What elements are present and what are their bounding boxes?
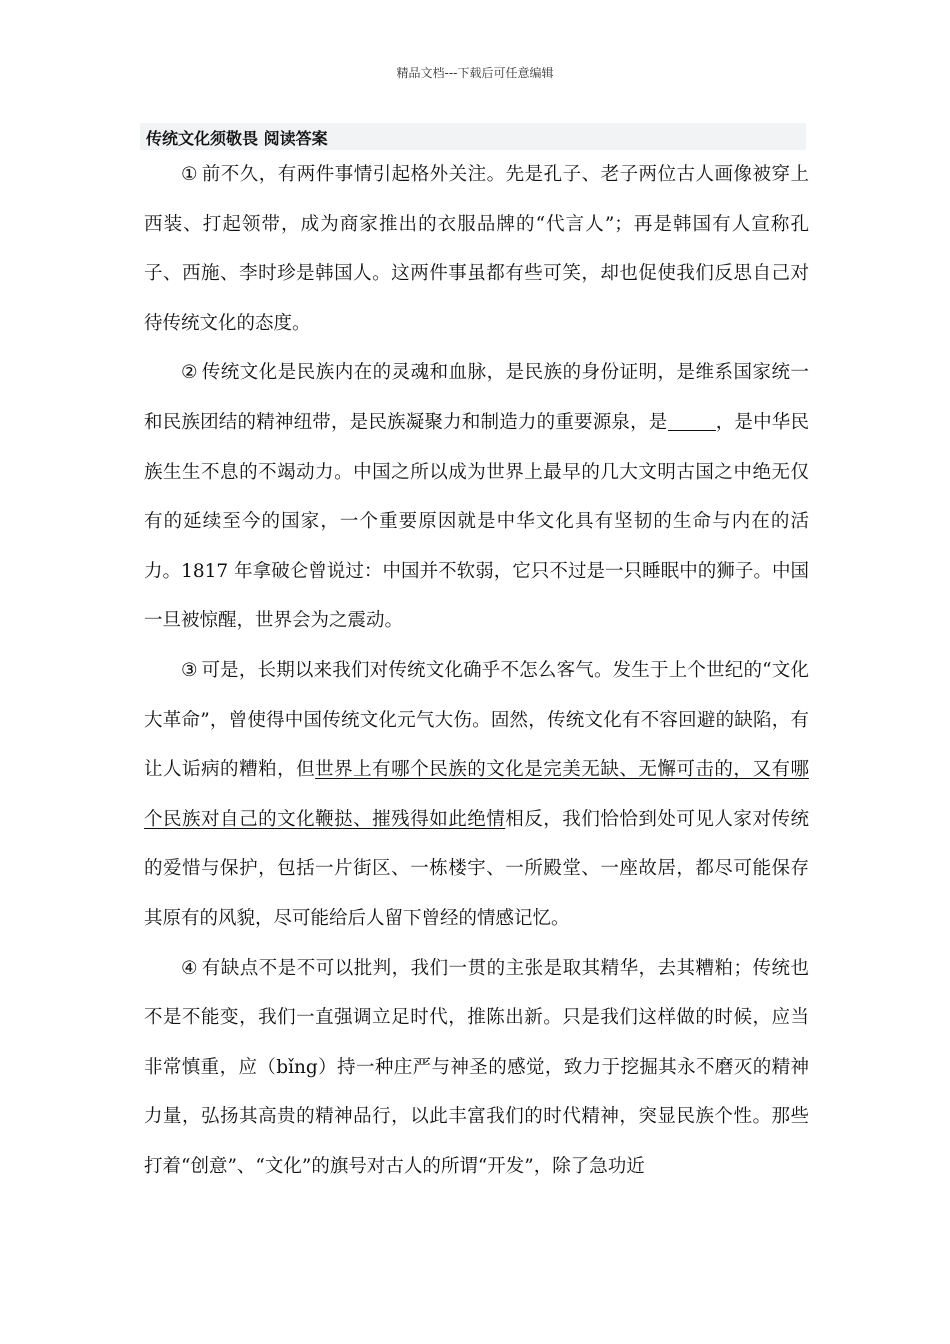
paragraph-text: 前不久，有两件事情引起格外关注。先是孔子、老子两位古人画像被穿上西装、打起领带，成为商家推出的衣服品牌的“代言人”；再是韩国有人宣称孔子、西施、李时珍是韩国人。这两件事虽都有些可笑，却也促使我们反思自己对待传统文化的态度。 [144, 164, 809, 334]
paragraph-number: ② [181, 362, 199, 384]
article-body [144, 150, 809, 1191]
paragraph-4 [144, 944, 809, 1192]
paragraph-text-before: 可是，长期以来我们对传统文化确乎不怎么客气。发生于上个世纪的“文化大革命”，曾使得中国传统文化元气大伤。固然，传统文化有不容回避的缺陷，有让人诟病的糟粕，但 [144, 659, 809, 781]
fill-in-blank [668, 411, 716, 431]
article-title: 传统文化须敬畏 阅读答案 [146, 129, 328, 148]
underlined-sentence: 世界上有哪个民族的文化是完美无缺、无懈可击的，又有哪个民族对自己的文化鞭挞、摧残得如此绝情 [144, 759, 809, 830]
paragraph-number: ③ [181, 659, 198, 681]
paragraph-number: ① [181, 164, 199, 185]
paragraph-text-after-blank: ，是中华民族生生不息的不竭动力。中国之所以成为世界上最早的几大文明古国之中绝无仅有的延续至今的国家，一个重要原因就是中华文化具有坚韧的生命与内在的活力。1817 年拿破仑曾说过：中国并不软弱，它只不过是一只睡眠中的狮子。中国一旦被惊醒，世界会为之震动。 [144, 411, 809, 632]
paragraph-text: 有缺点不是不可以批判，我们一贯的主张是取其精华，去其糟粕；传统也不是不能变，我们一直强调立足时代，推陈出新。只是我们这样做的时候，应当非常慎重，应（bǐng）持一种庄严与神圣的感觉，致力于挖掘其永不磨灭的精神力量，弘扬其高贵的精神品行，以此丰富我们的时代精神，突显民族个性。那些打着“创意”、“文化”的旗号对古人的所谓“开发”，除了急功近 [144, 957, 809, 1177]
paragraph-number: ④ [181, 957, 199, 979]
paragraph-1 [144, 150, 809, 348]
page-header: 精品文档---下载后可任意编辑 [396, 66, 554, 80]
paragraph-text-after: 相反，我们恰恰到处可见人家对传统的爱惜与保护，包括一片街区、一栋楼宇、一所殿堂、一座故居，都尽可能保存其原有的风貌，尽可能给后人留下曾经的情感记忆。 [144, 808, 809, 929]
paragraph-2 [144, 348, 809, 646]
paragraph-3 [144, 646, 809, 944]
paragraph-text-before-blank: 传统文化是民族内在的灵魂和血脉，是民族的身份证明，是维系国家统一和民族团结的精神纽带，是民族凝聚力和制造力的重要源泉，是 [144, 362, 809, 433]
